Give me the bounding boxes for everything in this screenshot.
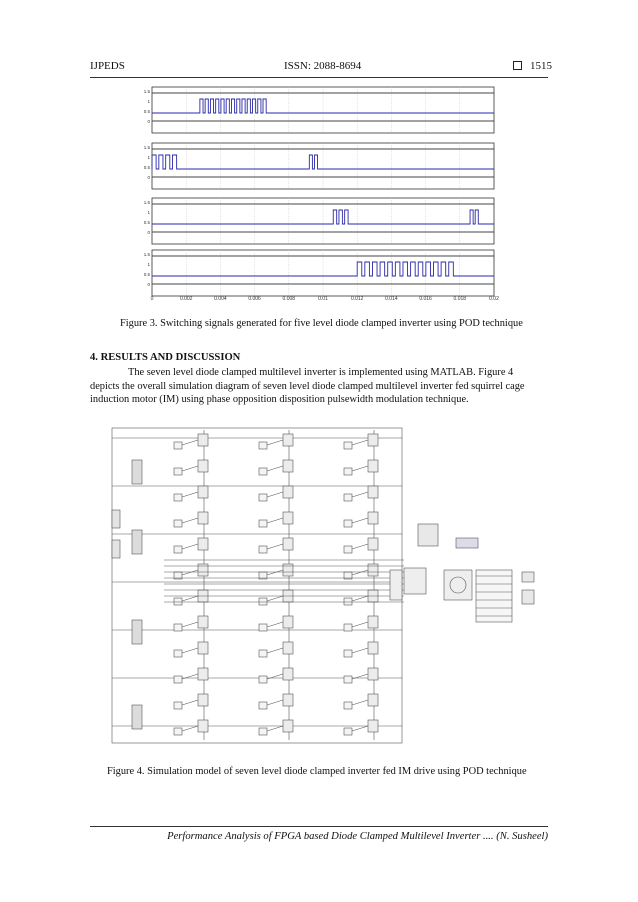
diode-block [344, 598, 352, 605]
diode-block [174, 728, 182, 735]
x-tick-label: 0.016 [419, 296, 432, 302]
svg-text:1: 1 [147, 210, 150, 215]
diode-block [344, 546, 352, 553]
bus-selector-block [404, 568, 426, 594]
body-line-2: depicts the overall simulation diagram of seven level diode clamped multilevel inverter fed squirrel cage [90, 380, 525, 392]
svg-text:1: 1 [147, 262, 150, 267]
switch-block [368, 720, 378, 732]
x-tick-label: 0 [150, 296, 154, 302]
figure3-caption: Figure 3. Switching signals generated for five level diode clamped inverter using POD technique [120, 318, 523, 329]
switch-block [368, 486, 378, 498]
dc-source-block [132, 620, 142, 644]
switch-block [368, 668, 378, 680]
diode-block [259, 468, 267, 475]
powergui-block [456, 538, 478, 548]
square-box-icon [513, 61, 522, 70]
x-tick-label: 0.01 [318, 296, 328, 302]
x-tick-label: 0.006 [248, 296, 261, 302]
svg-text:1.5: 1.5 [143, 200, 150, 205]
switch-block [368, 434, 378, 446]
body-line-1: The seven level diode clamped multilevel inverter is implemented using MATLAB. Figure 4 [128, 367, 514, 378]
switch-block [198, 512, 208, 524]
diode-block [259, 676, 267, 683]
svg-text:1.5: 1.5 [143, 252, 150, 257]
switch-block [198, 694, 208, 706]
section-body [90, 366, 548, 407]
switch-block [198, 668, 208, 680]
journal-name: IJPEDS [90, 60, 125, 72]
diode-block [344, 676, 352, 683]
diode-block [259, 624, 267, 631]
switch-block [198, 538, 208, 550]
x-tick-label: 0.004 [214, 296, 227, 302]
switch-block [368, 694, 378, 706]
diode-block [174, 676, 182, 683]
switch-block [198, 720, 208, 732]
figure4-simulink-model [104, 420, 544, 750]
diode-block [174, 546, 182, 553]
header-rule [90, 77, 548, 78]
x-tick-label: 0.002 [179, 296, 193, 302]
diode-block [174, 468, 182, 475]
svg-text:1: 1 [147, 155, 150, 160]
diode-block [344, 442, 352, 449]
display-block [522, 590, 534, 604]
switch-block [368, 460, 378, 472]
svg-text:1: 1 [147, 99, 150, 104]
diode-block [344, 494, 352, 501]
diode-block [259, 494, 267, 501]
switch-block [283, 642, 293, 654]
switch-block [283, 460, 293, 472]
svg-text:0: 0 [147, 230, 150, 235]
switch-block [198, 642, 208, 654]
svg-text:0.5: 0.5 [143, 165, 150, 170]
diode-block [344, 702, 352, 709]
x-tick-label: 0.02 [489, 296, 499, 302]
diode-block [259, 546, 267, 553]
diode-block [174, 650, 182, 657]
footer-text: Performance Analysis of FPGA based Diode Clamped Multilevel Inverter .... (N. Susheel) [167, 831, 548, 842]
model-frame [112, 428, 402, 743]
switch-block [283, 616, 293, 628]
switch-block [283, 512, 293, 524]
svg-text:0: 0 [147, 175, 150, 180]
diode-block [174, 494, 182, 501]
switch-block [198, 434, 208, 446]
diode-block [174, 624, 182, 631]
diode-block [259, 650, 267, 657]
dc-source-block [132, 530, 142, 554]
svg-text:1.5: 1.5 [143, 89, 150, 94]
svg-text:0.5: 0.5 [143, 272, 150, 277]
diode-block [259, 728, 267, 735]
diode-block [344, 468, 352, 475]
gate-signal-block [390, 570, 402, 600]
x-tick-label: 0.008 [282, 296, 296, 302]
svg-text:0: 0 [147, 119, 150, 124]
body-line-3: induction motor (IM) using phase opposition disposition pulsewidth modulation technique. [90, 394, 469, 406]
switch-block [368, 512, 378, 524]
switch-block [283, 668, 293, 680]
issn-label: ISSN: 2088-8694 [284, 60, 362, 72]
switch-block [283, 538, 293, 550]
diode-block [259, 598, 267, 605]
figure3-switching-signals [140, 85, 506, 305]
x-tick-label: 0.018 [453, 296, 467, 302]
switch-block [368, 616, 378, 628]
diode-block [344, 520, 352, 527]
section-heading: 4. RESULTS AND DISCUSSION [90, 352, 241, 363]
scope-block [418, 524, 438, 546]
switch-block [283, 434, 293, 446]
figure4-caption: Figure 4. Simulation model of seven level diode clamped inverter fed IM drive using POD technique [107, 766, 527, 777]
display-block [522, 572, 534, 582]
footer-rule [90, 826, 548, 827]
diode-block [174, 598, 182, 605]
diode-block [259, 702, 267, 709]
svg-text:0.5: 0.5 [143, 220, 150, 225]
diode-block [174, 520, 182, 527]
x-tick-label: 0.014 [385, 296, 398, 302]
diode-block [174, 442, 182, 449]
svg-text:1.5: 1.5 [143, 145, 150, 150]
switch-block [368, 642, 378, 654]
diode-block [344, 650, 352, 657]
x-tick-label: 0.012 [350, 296, 364, 302]
diode-block [259, 442, 267, 449]
switch-block [283, 694, 293, 706]
diode-block [174, 702, 182, 709]
diode-block [344, 728, 352, 735]
dc-source-block [132, 705, 142, 729]
diode-block [259, 520, 267, 527]
page-number: 1515 [530, 60, 552, 72]
capacitor-block [112, 510, 120, 528]
switch-block [368, 538, 378, 550]
dc-source-block [132, 460, 142, 484]
diode-block [344, 624, 352, 631]
switch-block [198, 486, 208, 498]
induction-motor-block [444, 570, 472, 600]
svg-text:0.5: 0.5 [143, 109, 150, 114]
svg-text:0: 0 [147, 282, 150, 287]
capacitor-block [112, 540, 120, 558]
switch-block [283, 720, 293, 732]
measurement-demux-block [476, 570, 512, 622]
switch-block [198, 616, 208, 628]
switch-block [283, 486, 293, 498]
switch-block [198, 460, 208, 472]
